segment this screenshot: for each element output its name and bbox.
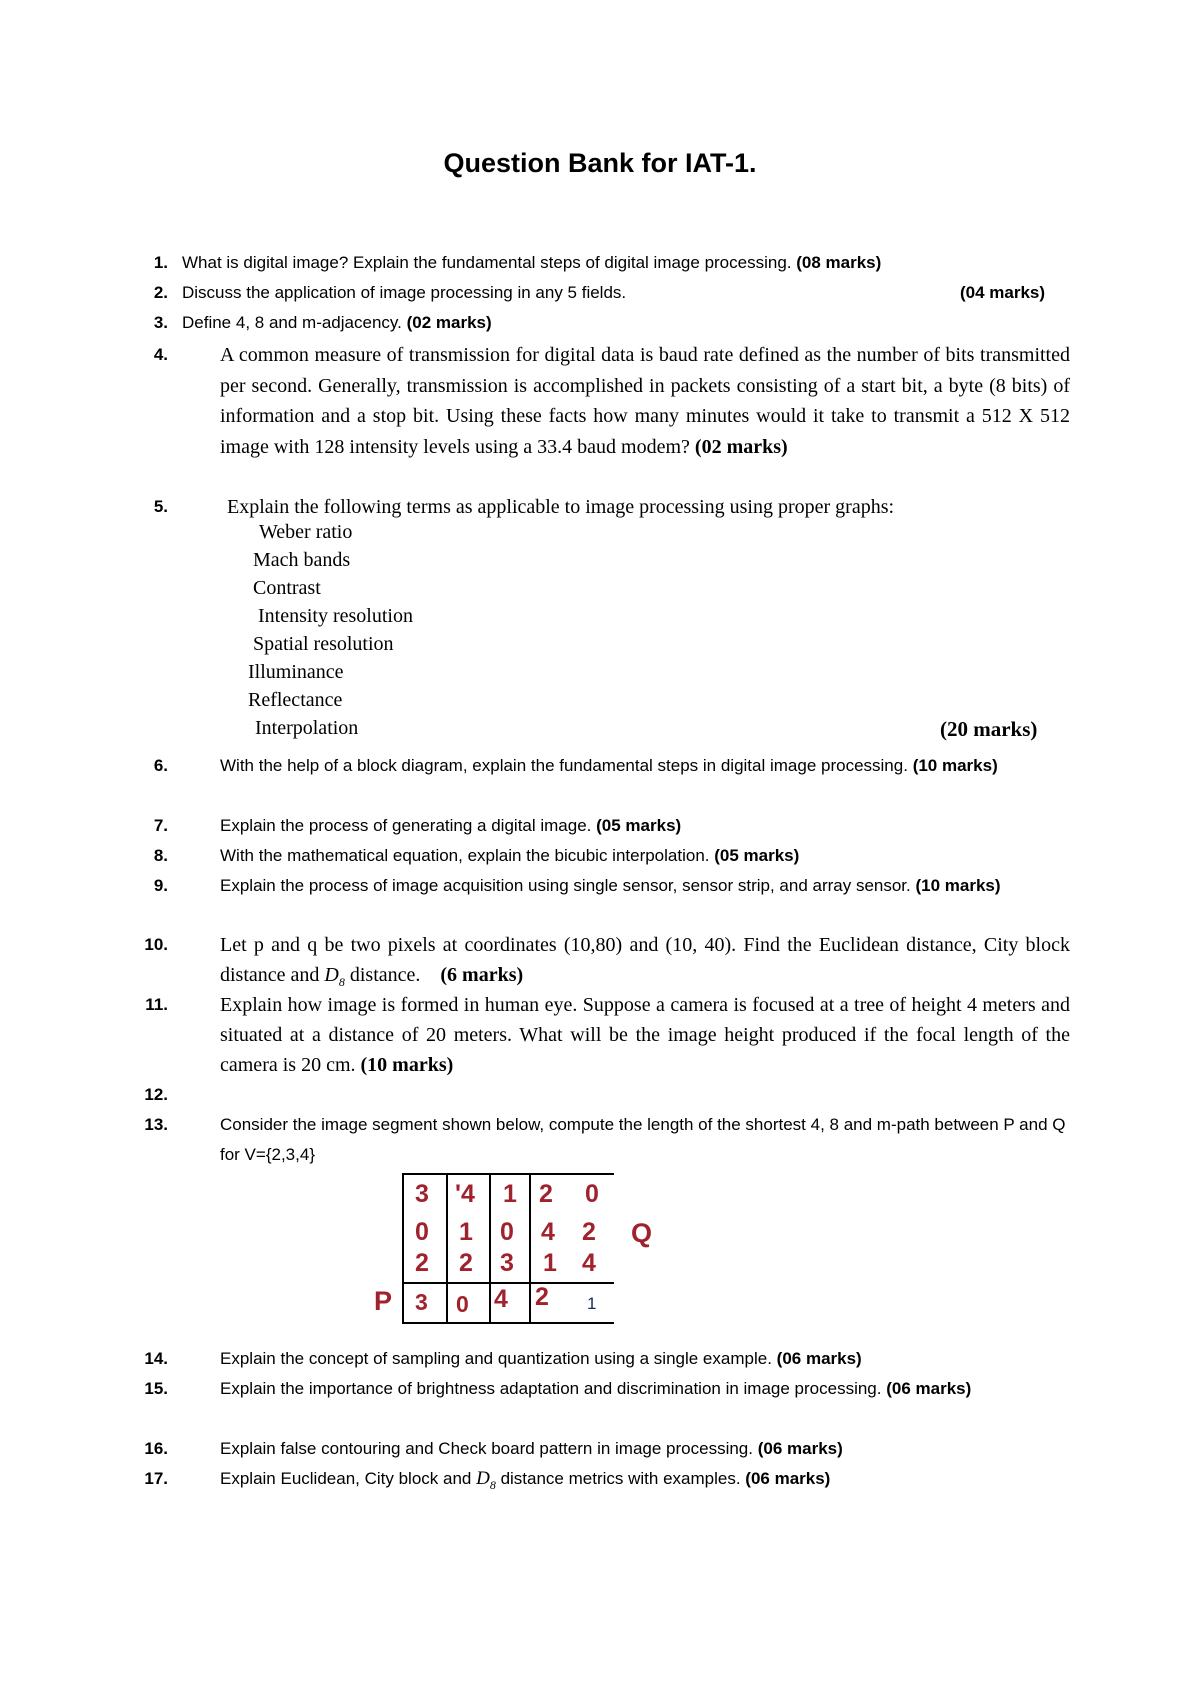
question-marks: (02 marks) bbox=[694, 435, 788, 458]
question-number: 10. bbox=[144, 935, 168, 954]
grid-cell: 4 bbox=[494, 1285, 508, 1313]
question-number: 9. bbox=[153, 876, 168, 895]
question-3 bbox=[153, 308, 492, 338]
question-marks: (06 marks) bbox=[757, 1439, 843, 1458]
grid-cell: 3 bbox=[415, 1180, 429, 1208]
question-number: 14. bbox=[144, 1349, 168, 1368]
question-number: 8. bbox=[153, 846, 168, 865]
question-number: 7. bbox=[153, 816, 168, 835]
grid-cell: 1 bbox=[503, 1180, 517, 1208]
question-text: Explain the concept of sampling and quantization using a single example. bbox=[220, 1349, 772, 1368]
question-marks: (20 marks) bbox=[940, 717, 1038, 741]
grid-line bbox=[489, 1173, 491, 1323]
grid-cell: 2 bbox=[535, 1283, 549, 1311]
question-text-after: distance metrics with examples. bbox=[495, 1469, 741, 1488]
question-number: 2. bbox=[153, 283, 168, 302]
grid-cell: 0 bbox=[585, 1180, 599, 1208]
grid-cell: 0 bbox=[415, 1218, 429, 1246]
grid-cell: 3 bbox=[415, 1289, 428, 1315]
question-1 bbox=[153, 248, 882, 278]
term-item: Interpolation bbox=[255, 717, 359, 739]
d8-symbol: $D_8$ bbox=[476, 1468, 496, 1492]
grid-line bbox=[402, 1282, 614, 1284]
grid-cell: 3 bbox=[500, 1249, 514, 1277]
question-text: Explain the process of generating a digital image. bbox=[220, 816, 592, 835]
question-text: A common measure of transmission for digital data is baud rate defined as the number of bits transmitted per second. Generally, transmission is accomplished in packets consisting of a start bit, a byte (8 bits) of information and a stop bit. Using these facts how many minutes would it take to transmit a 512 X 512 image with 128 intensity levels using a 33.4 baud modem? bbox=[220, 344, 1070, 458]
question-number: 17. bbox=[144, 1469, 168, 1488]
question-text: Let p and q be two pixels at coordinates (10,80) and (10, 40). Find the Euclidean distance, City block distance and bbox=[220, 934, 1070, 986]
grid-cell: 4 bbox=[541, 1218, 555, 1246]
grid-cell: 0 bbox=[500, 1218, 514, 1246]
question-marks: (02 marks) bbox=[406, 313, 492, 332]
question-marks: (06 marks) bbox=[745, 1469, 831, 1488]
d8-symbol: $D_8$ bbox=[324, 964, 345, 989]
page-title: Question Bank for IAT-1. bbox=[443, 148, 757, 178]
question-text: What is digital image? Explain the fundamental steps of digital image processing. bbox=[182, 253, 792, 272]
question-number: 5. bbox=[153, 497, 168, 516]
term-item: Weber ratio bbox=[259, 521, 353, 543]
grid-line bbox=[446, 1173, 448, 1323]
question-number: 6. bbox=[153, 756, 168, 775]
term-item: Intensity resolution bbox=[258, 605, 413, 627]
question-number: 3. bbox=[153, 313, 168, 332]
grid-cell: 2 bbox=[415, 1249, 429, 1277]
question-text: With the help of a block diagram, explain the fundamental steps in digital image processing. bbox=[220, 756, 908, 775]
question-text: Explain Euclidean, City block and bbox=[220, 1469, 472, 1488]
grid-line bbox=[402, 1173, 404, 1323]
grid-cell: 4 bbox=[582, 1249, 596, 1277]
question-number: 12. bbox=[144, 1085, 168, 1104]
question-text: Explain the process of image acquisition using single sensor, sensor strip, and array sensor. bbox=[220, 876, 911, 895]
grid-cell: 1 bbox=[543, 1249, 557, 1277]
term-item: Reflectance bbox=[248, 689, 343, 711]
question-number: 11. bbox=[145, 995, 168, 1014]
question-text: Discuss the application of image processing in any 5 fields. bbox=[182, 283, 627, 302]
question-marks: (10 marks) bbox=[360, 1054, 454, 1076]
question-marks: (6 marks) bbox=[440, 964, 524, 986]
grid-cell: 2 bbox=[539, 1180, 553, 1208]
grid-cell: '4 bbox=[455, 1180, 475, 1208]
question-text-after: distance. bbox=[344, 964, 421, 986]
grid-cell: 1 bbox=[459, 1218, 473, 1246]
question-text: Consider the image segment shown below, compute the length of the shortest 4, 8 and m-path between P and Q for V={2,3,4} bbox=[220, 1115, 1066, 1164]
grid-line bbox=[402, 1173, 614, 1175]
question-marks: (05 marks) bbox=[596, 816, 682, 835]
question-number: 1. bbox=[153, 253, 168, 272]
question-number: 13. bbox=[144, 1115, 168, 1134]
term-item: Spatial resolution bbox=[253, 633, 394, 655]
question-text: Explain how image is formed in human eye. Suppose a camera is focused at a tree of height 4 meters and situated at a distance of 20 meters. What will be the image height produced if the focal length of the camera is 20 cm. bbox=[220, 994, 1070, 1076]
question-text: Explain the following terms as applicable to image processing using proper graphs: bbox=[227, 496, 895, 518]
question-marks: (04 marks) bbox=[960, 283, 1046, 302]
question-number: 16. bbox=[144, 1439, 168, 1458]
question-marks: (06 marks) bbox=[886, 1379, 972, 1398]
question-marks: (05 marks) bbox=[714, 846, 800, 865]
question-text: Explain false contouring and Check board pattern in image processing. bbox=[220, 1439, 753, 1458]
question-marks: (08 marks) bbox=[796, 253, 882, 272]
question-number: 15. bbox=[144, 1379, 168, 1398]
q-label: Q bbox=[631, 1218, 653, 1248]
question-2 bbox=[153, 278, 1046, 308]
grid-line bbox=[529, 1173, 531, 1323]
term-item: Contrast bbox=[253, 577, 321, 599]
p-label: P bbox=[374, 1286, 393, 1316]
grid-cell: 2 bbox=[582, 1218, 596, 1246]
question-marks: (10 marks) bbox=[915, 876, 1001, 895]
question-number: 4. bbox=[153, 345, 168, 364]
grid-line bbox=[402, 1322, 614, 1324]
term-item: Mach bands bbox=[253, 549, 351, 571]
term-item: Illuminance bbox=[248, 661, 344, 683]
grid-cell: 1 bbox=[587, 1294, 597, 1313]
question-text: Define 4, 8 and m-adjacency. bbox=[182, 313, 402, 332]
question-marks: (06 marks) bbox=[776, 1349, 862, 1368]
question-text: Explain the importance of brightness adaptation and discrimination in image processing. bbox=[220, 1379, 882, 1398]
grid-cell: 0 bbox=[456, 1291, 469, 1317]
question-marks: (10 marks) bbox=[912, 756, 998, 775]
grid-cell: 2 bbox=[459, 1249, 473, 1277]
question-text: With the mathematical equation, explain the bicubic interpolation. bbox=[220, 846, 710, 865]
